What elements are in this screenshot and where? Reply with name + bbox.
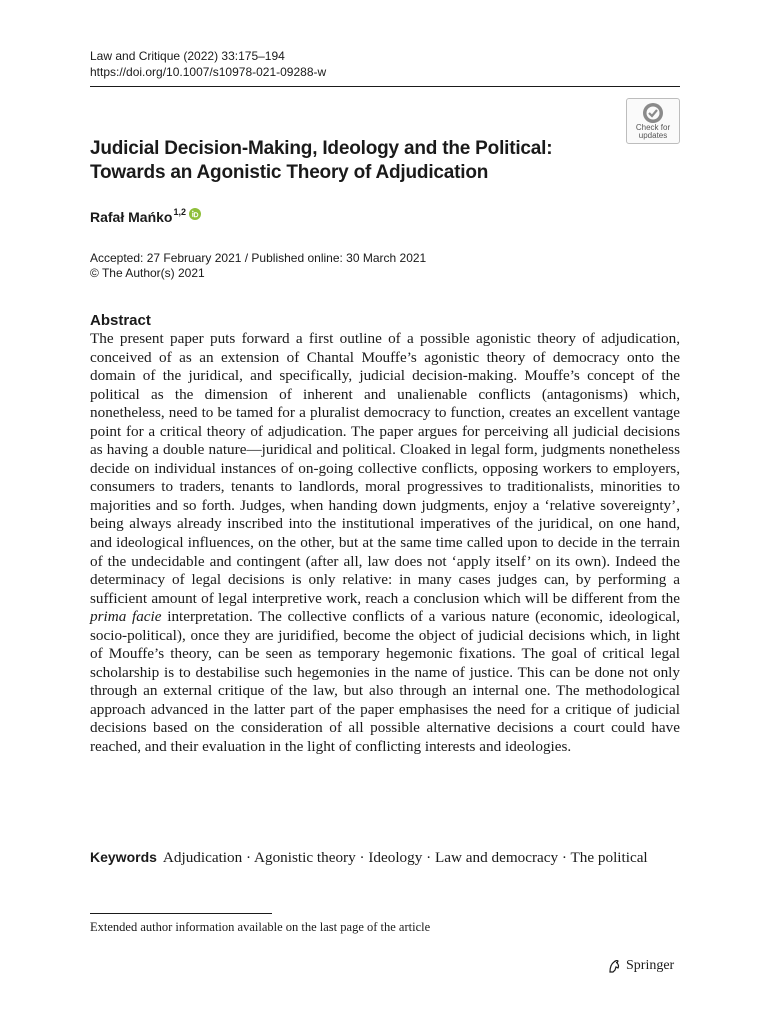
footnote: Extended author information available on the last page of the article	[90, 920, 431, 934]
abstract-text	[90, 330, 680, 757]
check-for-updates-badge[interactable]	[626, 98, 680, 144]
check-for-updates-icon	[642, 102, 664, 124]
keywords-list: Adjudication · Agonistic theory · Ideology · Law and democracy · The political	[162, 849, 648, 866]
author-name[interactable]: Rafał Mańko	[90, 209, 173, 225]
author-line	[90, 208, 201, 226]
copyright-notice: © The Author(s) 2021	[90, 266, 205, 280]
badge-line-2: updates	[638, 131, 668, 140]
author-affiliations: 1,2	[173, 207, 186, 217]
article-title	[90, 137, 610, 185]
keywords	[90, 848, 680, 867]
keywords-label: Keywords	[90, 849, 157, 865]
orcid-icon[interactable]	[189, 208, 201, 220]
publisher-name: Springer	[626, 958, 675, 973]
journal-citation: Law and Critique (2022) 33:175–194	[90, 49, 285, 63]
title-line-2: Towards an Agonistic Theory of Adjudication	[90, 162, 489, 183]
abstract-heading: Abstract	[90, 312, 151, 329]
abstract-text-part-1: The present paper puts forward a first outline of a possible agonistic theory of adjudication, conceived of as an extension of Chantal Mouffe’s agonistic theory of democracy onto the domain of the juridical, and specifically, judicial decision-making. Mouffe’s concept of the political as the dimension of inherent and unalienable conflicts (antagonisms) which, nonetheless, need to be tamed for a pluralist democracy to function, creates an excellent vantage point for a critical theory of adjudication. The paper argues for perceiving all judicial decisions as having a double nature—juridical and political. Cloaked in legal form, judgments nonetheless decide on individual instances of on-going collective conflicts, opposing workers to employers, consumers to traders, tenants to landlords, moral progressives to traditionalists, minorities to majorities and so forth. Judges, when handing down judgments, enjoy a ‘relative sovereignty’, being always already inscribed into the institutional imperatives of the juridical, on one hand, and ideological influences, on the other, but at the same time called upon to decide in the terrain of the undecidable and contingent (after all, law does not ‘apply itself’ on its own). Indeed the determinacy of legal decisions is only relative: in many cases judges can, by performing a sufficient amount of legal interpretive work, reach a conclusion which will be different from the	[90, 330, 680, 607]
abstract-italic-term: prima facie	[90, 608, 162, 626]
footnote-rule	[90, 913, 272, 914]
publisher-logo	[606, 958, 674, 974]
header-rule	[90, 86, 680, 87]
abstract-text-part-2: interpretation. The collective conflicts of a various nature (economic, ideological, socio-political), once they are juridified, become the object of judicial decisions which, in light of Mouffe’s theory, can be seen as temporary hegemonic fixations. The goal of critical legal scholarship is to destabilise such hegemonies in the name of justice. This can be done not only through an external critique of the law, but also through an internal one. The methodological approach advanced in the latter part of the paper emphasises the need for a critique of judicial decisions based on the consideration of all possible alternative decisions a court could have reached, and their evaluation in the light of conflicting interests and ideologies.	[90, 608, 681, 756]
publication-dates: Accepted: 27 February 2021 / Published online: 30 March 2021	[90, 251, 427, 265]
doi-link[interactable]: https://doi.org/10.1007/s10978-021-09288-w	[90, 65, 327, 79]
title-line-1: Judicial Decision-Making, Ideology and the Political:	[90, 138, 553, 159]
springer-horse-icon	[606, 958, 622, 974]
badge-line-1: Check for	[635, 123, 671, 132]
